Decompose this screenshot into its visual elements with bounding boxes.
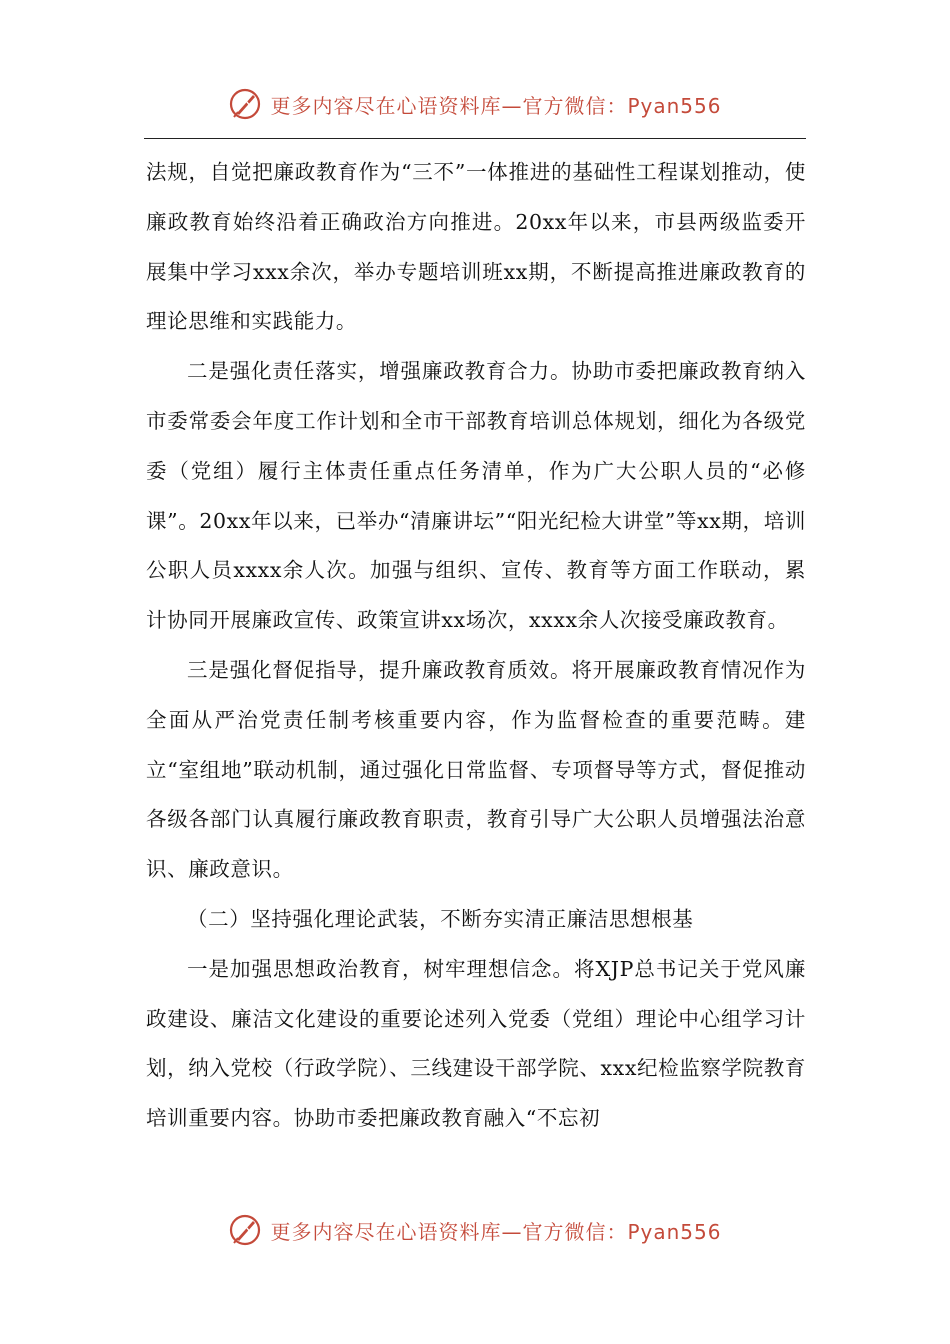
paragraph-responsibility: 二是强化责任落实，增强廉政教育合力。协助市委把廉政教育纳入市委常委会年度工作计划和全市干部教育培训总体规划，细化为各级党委（党组）履行主体责任重点任务清单，作为广大公职人员的“必修课”。20xx年以来，已举办“清廉讲坛”“阳光纪检大讲堂”等xx期，培训公职人员xxxx余人次。加强与组织、宣传、教育等方面工作联动，累计协同开展廉政宣传、政策宣讲xx场次，xxxx余人次接受廉政教育。: [146, 359, 806, 633]
paragraph-political-education: 一是加强思想政治教育，树牢理想信念。将XJP总书记关于党风廉政建设、廉洁文化建设的重要论述列入党委（党组）理论中心组学习计划，纳入党校（行政学院）、三线建设干部学院、xxx纪检监察学院教育培训重要内容。协助市委把廉政教育融入“不忘初: [146, 956, 806, 1131]
section-heading: （二）坚持强化理论武装，不断夯实清正廉洁思想根基: [187, 906, 694, 931]
paragraph-supervision: 三是强化督促指导，提升廉政教育质效。将开展廉政教育情况作为全面从严治党责任制考核重要内容，作为监督检查的重要范畴。建立“室组地”联动机制，通过强化日常监督、专项督导等方式，督促推动各级各部门认真履行廉政教育职责，教育引导广大公职人员增强法治意识、廉政意识。: [146, 657, 806, 882]
header-divider: [144, 138, 806, 139]
page-header-banner: [0, 84, 950, 124]
quill-pen-logo-icon: [228, 87, 262, 121]
paragraph-continuation: 法规，自觉把廉政教育作为“三不”一体推进的基础性工程谋划推动，使廉政教育始终沿着正确政治方向推进。20xx年以来，市县两级监委开展集中学习xxx余次，举办专题培训班xx期，不断提高推进廉政教育的理论思维和实践能力。: [146, 160, 806, 334]
page-footer-banner: [0, 1210, 950, 1250]
document-body: [146, 148, 806, 1144]
header-banner-text: 更多内容尽在心语资料库—官方微信：Pyan556: [270, 93, 722, 118]
quill-pen-logo-icon: [228, 1213, 262, 1247]
footer-banner-text: 更多内容尽在心语资料库—官方微信：Pyan556: [270, 1219, 722, 1244]
